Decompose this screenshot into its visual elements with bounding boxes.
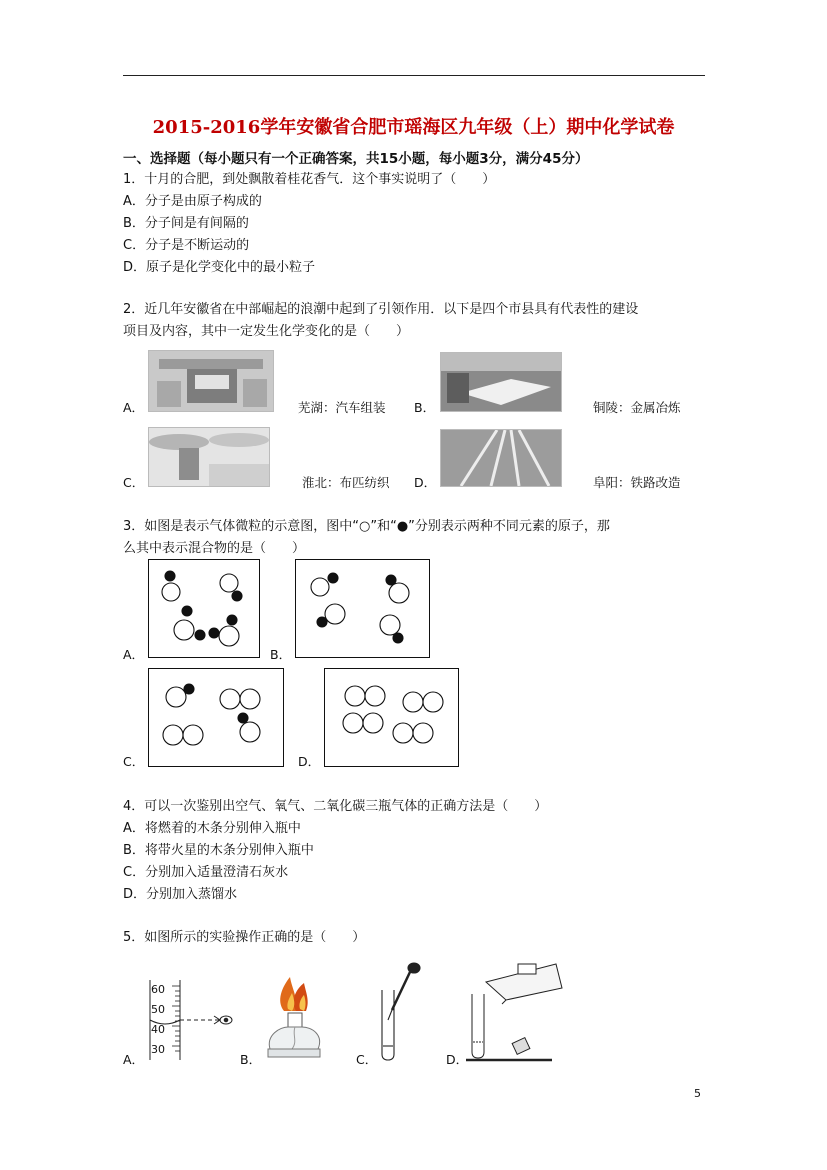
q3-option-c-label: C．: [123, 754, 145, 769]
q4-option-d: D．分别加入蒸馏水: [123, 887, 238, 902]
particle-diagram-d: [324, 668, 459, 767]
q2-option-a-caption: 芜湖：汽车组装: [298, 400, 386, 415]
dropper-test-tube-figure: [376, 960, 428, 1064]
q2-stem-line2: 项目及内容，其中一定发生化学变化的是（ ）: [123, 324, 410, 339]
q1-option-c: C．分子是不断运动的: [123, 238, 250, 253]
q4-option-a: A．将燃着的木条分别伸入瓶中: [123, 821, 301, 836]
cylinder-tick-30: 30: [151, 1043, 165, 1056]
cylinder-scale-labels: [151, 980, 165, 1060]
section-heading: 一、选择题（每小题只有一个正确答案，共15小题，每小题3分，满分45分）: [123, 151, 589, 167]
header-rule: [123, 75, 705, 76]
q2-option-b-caption: 铜陵：金属冶炼: [593, 400, 681, 415]
q5-option-b-label: B．: [240, 1052, 262, 1067]
q2-option-a-label: A．: [123, 400, 145, 415]
q5-option-c-label: C．: [356, 1052, 378, 1067]
q1-stem: 1．十月的合肥，到处飘散着桂花香气．这个事实说明了（ ）: [123, 172, 496, 187]
car-assembly-photo: [148, 350, 274, 412]
q3-option-d-label: D．: [298, 754, 321, 769]
cylinder-tick-50: 50: [151, 1003, 165, 1016]
q1-option-a: A．分子是由原子构成的: [123, 194, 262, 209]
q3-stem-line2: 么其中表示混合物的是（ ）: [123, 541, 306, 556]
q3-stem-line1: 3．如图是表示气体微粒的示意图，图中“○”和“●”分别表示两种不同元素的原子，那: [123, 519, 610, 534]
pouring-liquid-figure: [466, 960, 566, 1064]
page-number: 5: [694, 1087, 701, 1100]
q2-option-b-label: B．: [414, 400, 436, 415]
q5-option-d-label: D．: [446, 1052, 469, 1067]
q4-stem: 4．可以一次鉴别出空气、氧气、二氧化碳三瓶气体的正确方法是（ ）: [123, 799, 548, 814]
q3-option-b-label: B．: [270, 647, 292, 662]
particle-diagram-c: [148, 668, 284, 767]
q2-option-c-caption: 淮北：布匹纺织: [302, 475, 390, 490]
q2-option-d-label: D．: [414, 475, 437, 490]
metal-smelting-photo: [440, 352, 562, 412]
q1-option-b: B．分子间是有间隔的: [123, 216, 249, 231]
q1-option-d: D．原子是化学变化中的最小粒子: [123, 260, 316, 275]
q3-option-a-label: A．: [123, 647, 145, 662]
q5-option-a-label: A．: [123, 1052, 145, 1067]
alcohol-lamp-figure: [262, 975, 326, 1063]
q5-stem: 5．如图所示的实验操作正确的是（ ）: [123, 930, 366, 945]
railway-photo: [440, 429, 562, 487]
q2-option-d-caption: 阜阳：铁路改造: [593, 475, 681, 490]
exam-title: 2015-2016学年安徽省合肥市瑶海区九年级（上）期中化学试卷: [152, 117, 675, 138]
q2-stem-line1: 2．近几年安徽省在中部崛起的浪潮中起到了引领作用．以下是四个市县具有代表性的建设: [123, 302, 639, 317]
cylinder-tick-40: 40: [151, 1023, 165, 1036]
particle-diagram-b: [295, 559, 430, 658]
particle-diagram-a: [148, 559, 260, 658]
q4-option-b: B．将带火星的木条分别伸入瓶中: [123, 843, 314, 858]
cylinder-tick-60: 60: [151, 983, 165, 996]
graduated-cylinder-reading-figure: [140, 978, 238, 1064]
q4-option-c: C．分别加入适量澄清石灰水: [123, 865, 289, 880]
q2-option-c-label: C．: [123, 475, 145, 490]
cloth-weaving-photo: [148, 427, 270, 487]
